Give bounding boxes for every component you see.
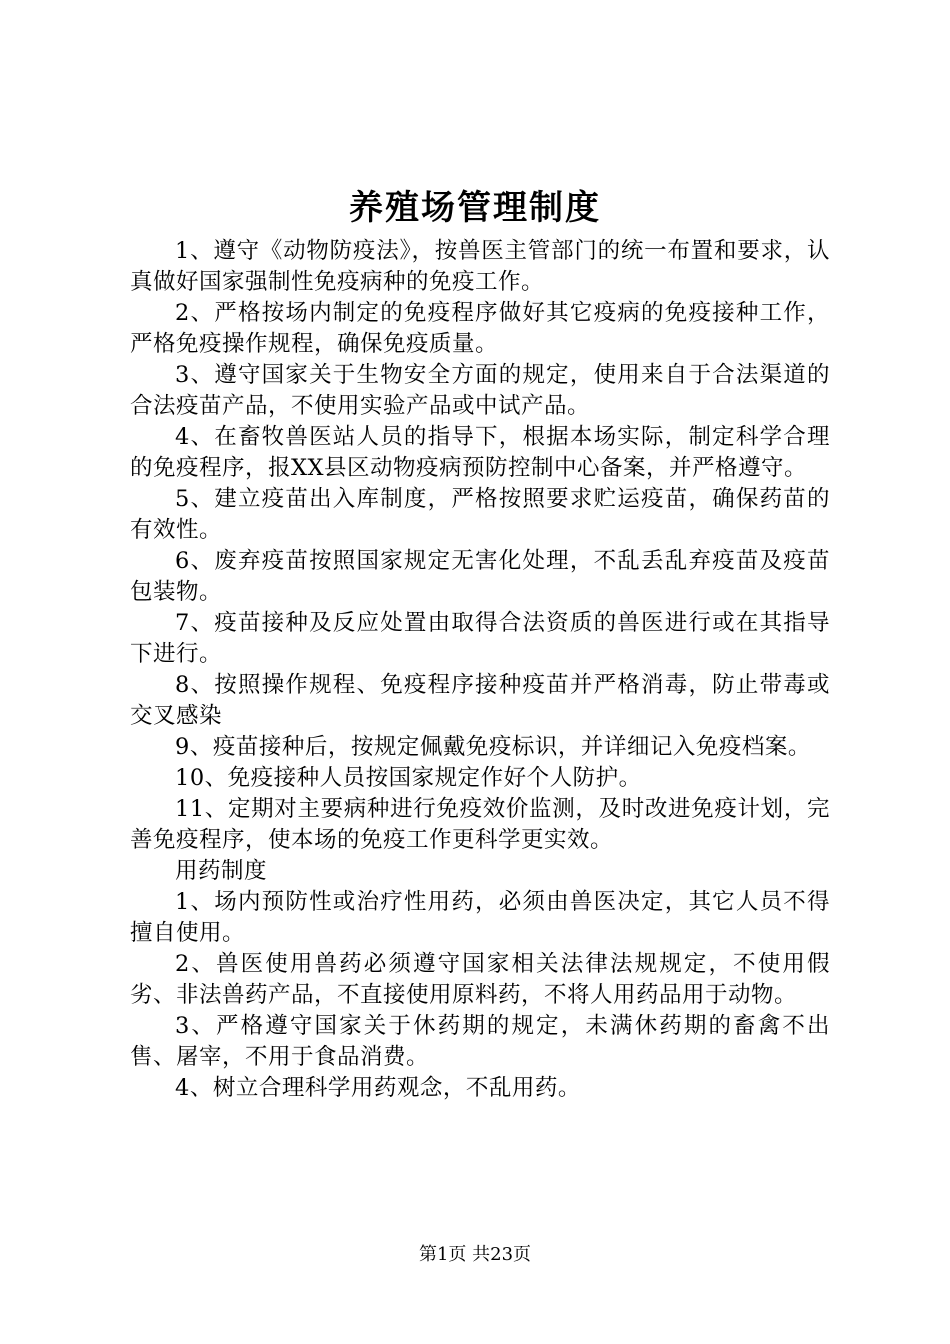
page-title: 养殖场管理制度 xyxy=(349,188,601,228)
paragraph-4: 4、在畜牧兽医站人员的指导下，根据本场实际，制定科学合理的免疫程序，报XX县区动物疫病预防控制中心备案，并严格遵守。 xyxy=(130,424,830,481)
paragraph-6: 6、废弃疫苗按照国家规定无害化处理，不乱丢乱弃疫苗及疫苗包装物。 xyxy=(130,548,830,605)
paragraph-9: 9、疫苗接种后，按规定佩戴免疫标识，并详细记入免疫档案。 xyxy=(175,734,811,760)
section-heading-medication: 用药制度 xyxy=(175,858,268,884)
medication-paragraph-3: 3、严格遵守国家关于休药期的规定，未满休药期的畜禽不出售、屠宰，不用于食品消费。 xyxy=(130,1013,830,1070)
page-number-footer: 第1页 共23页 xyxy=(418,1244,532,1265)
document-body xyxy=(130,236,830,1104)
medication-paragraph-4: 4、树立合理科学用药观念，不乱用药。 xyxy=(175,1075,581,1101)
paragraph-5: 5、建立疫苗出入库制度，严格按照要求贮运疫苗，确保药苗的有效性。 xyxy=(130,486,830,543)
paragraph-2: 2、严格按场内制定的免疫程序做好其它疫病的免疫接种工作，严格免疫操作规程，确保免疫质量。 xyxy=(130,300,830,357)
paragraph-1: 1、遵守《动物防疫法》，按兽医主管部门的统一布置和要求，认真做好国家强制性免疫病种的免疫工作。 xyxy=(130,238,830,295)
paragraph-11: 11、定期对主要病种进行免疫效价监测，及时改进免疫计划，完善免疫程序，使本场的免疫工作更科学更实效。 xyxy=(130,796,830,853)
medication-paragraph-1: 1、场内预防性或治疗性用药，必须由兽医决定，其它人员不得擅自使用。 xyxy=(130,889,830,946)
paragraph-7: 7、疫苗接种及反应处置由取得合法资质的兽医进行或在其指导下进行。 xyxy=(130,610,830,667)
paragraph-8: 8、按照操作规程、免疫程序接种疫苗并严格消毒，防止带毒或交叉感染 xyxy=(130,672,830,729)
paragraph-3: 3、遵守国家关于生物安全方面的规定，使用来自于合法渠道的合法疫苗产品，不使用实验产品或中试产品。 xyxy=(130,362,830,419)
paragraph-10: 10、免疫接种人员按国家规定作好个人防护。 xyxy=(175,765,642,791)
medication-paragraph-2: 2、兽医使用兽药必须遵守国家相关法律法规规定，不使用假劣、非法兽药产品，不直接使用原料药，不将人用药品用于动物。 xyxy=(130,951,830,1008)
